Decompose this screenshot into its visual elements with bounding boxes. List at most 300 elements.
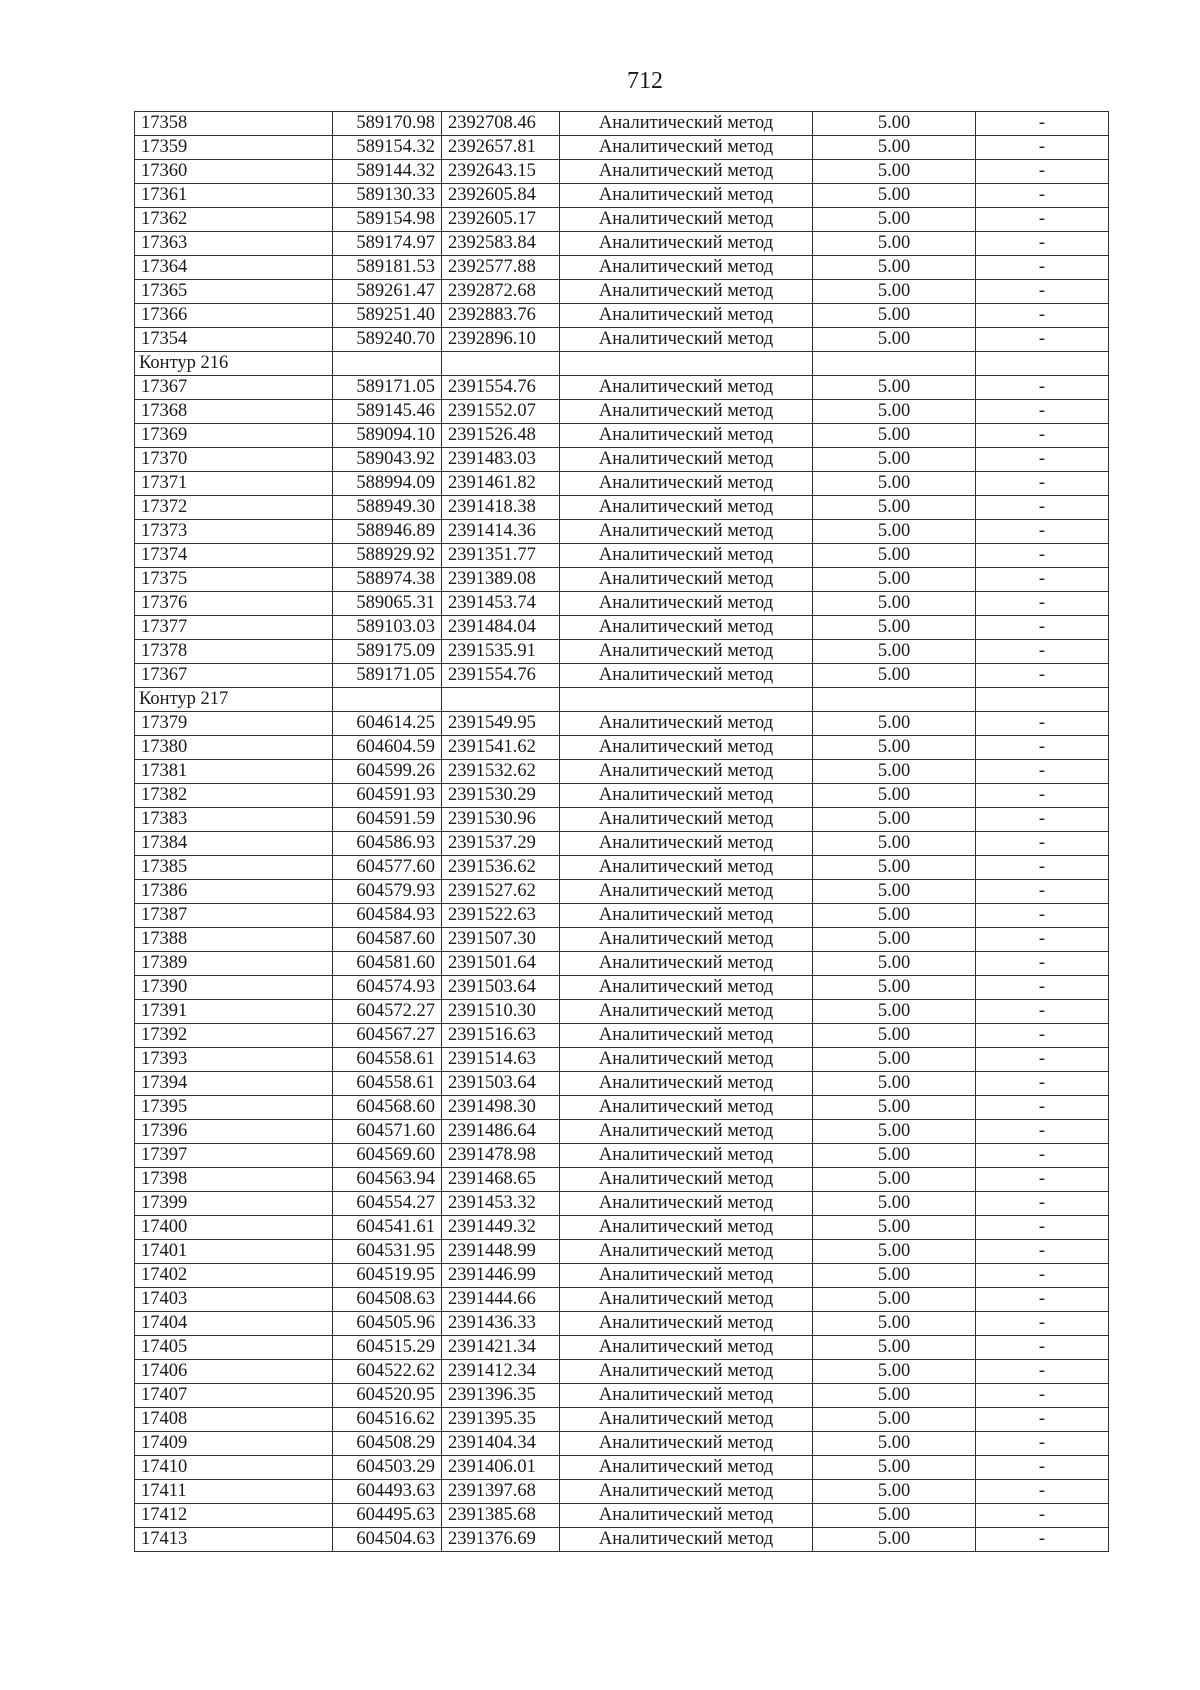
table-row	[135, 1072, 1109, 1096]
point-number-cell: 17400	[135, 1216, 333, 1240]
empty-cell	[442, 352, 560, 376]
x-coordinate-cell: 589094.10	[333, 424, 442, 448]
y-coordinate-cell: 2392577.88	[442, 256, 560, 280]
x-coordinate-cell: 604599.26	[333, 760, 442, 784]
table-row	[135, 112, 1109, 136]
point-number-cell: 17404	[135, 1312, 333, 1336]
precision-cell: 5.00	[813, 1168, 976, 1192]
dash-cell: -	[976, 1312, 1109, 1336]
dash-cell: -	[976, 328, 1109, 352]
method-cell: Аналитический метод	[560, 952, 813, 976]
y-coordinate-cell: 2391552.07	[442, 400, 560, 424]
point-number-cell: 17364	[135, 256, 333, 280]
method-cell: Аналитический метод	[560, 1144, 813, 1168]
method-cell: Аналитический метод	[560, 784, 813, 808]
y-coordinate-cell: 2391503.64	[442, 1072, 560, 1096]
precision-cell: 5.00	[813, 424, 976, 448]
method-cell: Аналитический метод	[560, 472, 813, 496]
dash-cell: -	[976, 856, 1109, 880]
dash-cell: -	[976, 760, 1109, 784]
point-number-cell: 17372	[135, 496, 333, 520]
y-coordinate-cell: 2391404.34	[442, 1432, 560, 1456]
y-coordinate-cell: 2391461.82	[442, 472, 560, 496]
x-coordinate-cell: 604572.27	[333, 1000, 442, 1024]
x-coordinate-cell: 589065.31	[333, 592, 442, 616]
dash-cell: -	[976, 1144, 1109, 1168]
table-row	[135, 1480, 1109, 1504]
dash-cell: -	[976, 1024, 1109, 1048]
y-coordinate-cell: 2391448.99	[442, 1240, 560, 1264]
table-row	[135, 280, 1109, 304]
table-row	[135, 232, 1109, 256]
empty-cell	[976, 688, 1109, 712]
point-number-cell: 17359	[135, 136, 333, 160]
precision-cell: 5.00	[813, 544, 976, 568]
y-coordinate-cell: 2391484.04	[442, 616, 560, 640]
x-coordinate-cell: 589251.40	[333, 304, 442, 328]
precision-cell: 5.00	[813, 1504, 976, 1528]
precision-cell: 5.00	[813, 304, 976, 328]
table-row	[135, 952, 1109, 976]
method-cell: Аналитический метод	[560, 832, 813, 856]
point-number-cell: 17374	[135, 544, 333, 568]
point-number-cell: 17376	[135, 592, 333, 616]
point-number-cell: 17380	[135, 736, 333, 760]
x-coordinate-cell: 604495.63	[333, 1504, 442, 1528]
method-cell: Аналитический метод	[560, 1192, 813, 1216]
x-coordinate-cell: 604614.25	[333, 712, 442, 736]
point-number-cell: 17407	[135, 1384, 333, 1408]
dash-cell: -	[976, 1360, 1109, 1384]
dash-cell: -	[976, 928, 1109, 952]
dash-cell: -	[976, 1288, 1109, 1312]
table-row	[135, 1504, 1109, 1528]
y-coordinate-cell: 2391449.32	[442, 1216, 560, 1240]
method-cell: Аналитический метод	[560, 904, 813, 928]
table-row	[135, 880, 1109, 904]
precision-cell: 5.00	[813, 376, 976, 400]
point-number-cell: 17387	[135, 904, 333, 928]
dash-cell: -	[976, 1336, 1109, 1360]
x-coordinate-cell: 604579.93	[333, 880, 442, 904]
dash-cell: -	[976, 496, 1109, 520]
point-number-cell: 17401	[135, 1240, 333, 1264]
table-row	[135, 544, 1109, 568]
table-row	[135, 1120, 1109, 1144]
table-row	[135, 1384, 1109, 1408]
point-number-cell: 17392	[135, 1024, 333, 1048]
point-number-cell: 17395	[135, 1096, 333, 1120]
empty-cell	[442, 688, 560, 712]
x-coordinate-cell: 604508.63	[333, 1288, 442, 1312]
method-cell: Аналитический метод	[560, 640, 813, 664]
precision-cell: 5.00	[813, 1096, 976, 1120]
table-row	[135, 1312, 1109, 1336]
y-coordinate-cell: 2392583.84	[442, 232, 560, 256]
point-number-cell: 17410	[135, 1456, 333, 1480]
point-number-cell: 17391	[135, 1000, 333, 1024]
x-coordinate-cell: 589181.53	[333, 256, 442, 280]
point-number-cell: 17358	[135, 112, 333, 136]
precision-cell: 5.00	[813, 1360, 976, 1384]
method-cell: Аналитический метод	[560, 160, 813, 184]
table-row	[135, 664, 1109, 688]
precision-cell: 5.00	[813, 808, 976, 832]
y-coordinate-cell: 2391453.74	[442, 592, 560, 616]
x-coordinate-cell: 589145.46	[333, 400, 442, 424]
method-cell: Аналитический метод	[560, 568, 813, 592]
precision-cell: 5.00	[813, 712, 976, 736]
empty-cell	[333, 352, 442, 376]
precision-cell: 5.00	[813, 880, 976, 904]
precision-cell: 5.00	[813, 400, 976, 424]
precision-cell: 5.00	[813, 112, 976, 136]
dash-cell: -	[976, 448, 1109, 472]
precision-cell: 5.00	[813, 280, 976, 304]
point-number-cell: 17361	[135, 184, 333, 208]
table-row	[135, 616, 1109, 640]
x-coordinate-cell: 604493.63	[333, 1480, 442, 1504]
point-number-cell: 17386	[135, 880, 333, 904]
x-coordinate-cell: 604505.96	[333, 1312, 442, 1336]
method-cell: Аналитический метод	[560, 544, 813, 568]
dash-cell: -	[976, 880, 1109, 904]
x-coordinate-cell: 604541.61	[333, 1216, 442, 1240]
precision-cell: 5.00	[813, 616, 976, 640]
precision-cell: 5.00	[813, 1192, 976, 1216]
dash-cell: -	[976, 1480, 1109, 1504]
method-cell: Аналитический метод	[560, 1288, 813, 1312]
precision-cell: 5.00	[813, 664, 976, 688]
table-row	[135, 1000, 1109, 1024]
dash-cell: -	[976, 136, 1109, 160]
y-coordinate-cell: 2391396.35	[442, 1384, 560, 1408]
dash-cell: -	[976, 1168, 1109, 1192]
dash-cell: -	[976, 1408, 1109, 1432]
precision-cell: 5.00	[813, 184, 976, 208]
method-cell: Аналитический метод	[560, 448, 813, 472]
point-number-cell: 17390	[135, 976, 333, 1000]
method-cell: Аналитический метод	[560, 1168, 813, 1192]
x-coordinate-cell: 589171.05	[333, 376, 442, 400]
point-number-cell: 17409	[135, 1432, 333, 1456]
dash-cell: -	[976, 592, 1109, 616]
method-cell: Аналитический метод	[560, 208, 813, 232]
dash-cell: -	[976, 1048, 1109, 1072]
x-coordinate-cell: 604591.59	[333, 808, 442, 832]
x-coordinate-cell: 604567.27	[333, 1024, 442, 1048]
dash-cell: -	[976, 376, 1109, 400]
dash-cell: -	[976, 664, 1109, 688]
y-coordinate-cell: 2391412.34	[442, 1360, 560, 1384]
point-number-cell: 17383	[135, 808, 333, 832]
table-row	[135, 448, 1109, 472]
x-coordinate-cell: 604515.29	[333, 1336, 442, 1360]
method-cell: Аналитический метод	[560, 856, 813, 880]
x-coordinate-cell: 589154.32	[333, 136, 442, 160]
y-coordinate-cell: 2391395.35	[442, 1408, 560, 1432]
contour-label: Контур 216	[135, 352, 333, 376]
dash-cell: -	[976, 1528, 1109, 1552]
precision-cell: 5.00	[813, 448, 976, 472]
y-coordinate-cell: 2391418.38	[442, 496, 560, 520]
method-cell: Аналитический метод	[560, 880, 813, 904]
point-number-cell: 17399	[135, 1192, 333, 1216]
precision-cell: 5.00	[813, 640, 976, 664]
x-coordinate-cell: 589043.92	[333, 448, 442, 472]
x-coordinate-cell: 589240.70	[333, 328, 442, 352]
point-number-cell: 17408	[135, 1408, 333, 1432]
x-coordinate-cell: 604519.95	[333, 1264, 442, 1288]
table-row	[135, 1432, 1109, 1456]
point-number-cell: 17384	[135, 832, 333, 856]
y-coordinate-cell: 2391478.98	[442, 1144, 560, 1168]
method-cell: Аналитический метод	[560, 1312, 813, 1336]
point-number-cell: 17388	[135, 928, 333, 952]
dash-cell: -	[976, 424, 1109, 448]
precision-cell: 5.00	[813, 1144, 976, 1168]
empty-cell	[560, 688, 813, 712]
method-cell: Аналитический метод	[560, 1384, 813, 1408]
table-row	[135, 1216, 1109, 1240]
y-coordinate-cell: 2391530.29	[442, 784, 560, 808]
dash-cell: -	[976, 976, 1109, 1000]
point-number-cell: 17378	[135, 640, 333, 664]
table-row	[135, 1096, 1109, 1120]
table-row	[135, 496, 1109, 520]
point-number-cell: 17393	[135, 1048, 333, 1072]
point-number-cell: 17412	[135, 1504, 333, 1528]
method-cell: Аналитический метод	[560, 1480, 813, 1504]
dash-cell: -	[976, 544, 1109, 568]
x-coordinate-cell: 604558.61	[333, 1072, 442, 1096]
x-coordinate-cell: 604503.29	[333, 1456, 442, 1480]
method-cell: Аналитический метод	[560, 1336, 813, 1360]
precision-cell: 5.00	[813, 160, 976, 184]
point-number-cell: 17389	[135, 952, 333, 976]
x-coordinate-cell: 588949.30	[333, 496, 442, 520]
table-row	[135, 376, 1109, 400]
point-number-cell: 17396	[135, 1120, 333, 1144]
x-coordinate-cell: 604531.95	[333, 1240, 442, 1264]
contour-label: Контур 217	[135, 688, 333, 712]
precision-cell: 5.00	[813, 1240, 976, 1264]
dash-cell: -	[976, 1120, 1109, 1144]
x-coordinate-cell: 588994.09	[333, 472, 442, 496]
method-cell: Аналитический метод	[560, 1216, 813, 1240]
point-number-cell: 17367	[135, 376, 333, 400]
point-number-cell: 17377	[135, 616, 333, 640]
empty-cell	[976, 352, 1109, 376]
x-coordinate-cell: 604508.29	[333, 1432, 442, 1456]
table-row	[135, 592, 1109, 616]
method-cell: Аналитический метод	[560, 400, 813, 424]
y-coordinate-cell: 2391532.62	[442, 760, 560, 784]
table-row	[135, 1240, 1109, 1264]
x-coordinate-cell: 604520.95	[333, 1384, 442, 1408]
y-coordinate-cell: 2391510.30	[442, 1000, 560, 1024]
precision-cell: 5.00	[813, 1072, 976, 1096]
x-coordinate-cell: 588946.89	[333, 520, 442, 544]
x-coordinate-cell: 588974.38	[333, 568, 442, 592]
x-coordinate-cell: 604563.94	[333, 1168, 442, 1192]
precision-cell: 5.00	[813, 328, 976, 352]
point-number-cell: 17385	[135, 856, 333, 880]
method-cell: Аналитический метод	[560, 1432, 813, 1456]
precision-cell: 5.00	[813, 1384, 976, 1408]
point-number-cell: 17394	[135, 1072, 333, 1096]
y-coordinate-cell: 2391507.30	[442, 928, 560, 952]
table-row	[135, 928, 1109, 952]
point-number-cell: 17354	[135, 328, 333, 352]
y-coordinate-cell: 2391549.95	[442, 712, 560, 736]
x-coordinate-cell: 604568.60	[333, 1096, 442, 1120]
method-cell: Аналитический метод	[560, 280, 813, 304]
dash-cell: -	[976, 1216, 1109, 1240]
table-row	[135, 1288, 1109, 1312]
dash-cell: -	[976, 472, 1109, 496]
dash-cell: -	[976, 1264, 1109, 1288]
table-row	[135, 1144, 1109, 1168]
table-row	[135, 1168, 1109, 1192]
precision-cell: 5.00	[813, 904, 976, 928]
precision-cell: 5.00	[813, 736, 976, 760]
method-cell: Аналитический метод	[560, 592, 813, 616]
precision-cell: 5.00	[813, 1288, 976, 1312]
method-cell: Аналитический метод	[560, 1000, 813, 1024]
point-number-cell: 17375	[135, 568, 333, 592]
x-coordinate-cell: 589170.98	[333, 112, 442, 136]
table-row	[135, 1024, 1109, 1048]
dash-cell: -	[976, 904, 1109, 928]
table-row	[135, 304, 1109, 328]
dash-cell: -	[976, 1096, 1109, 1120]
dash-cell: -	[976, 184, 1109, 208]
x-coordinate-cell: 604569.60	[333, 1144, 442, 1168]
precision-cell: 5.00	[813, 1456, 976, 1480]
point-number-cell: 17370	[135, 448, 333, 472]
y-coordinate-cell: 2391527.62	[442, 880, 560, 904]
empty-cell	[813, 352, 976, 376]
table-row	[135, 256, 1109, 280]
precision-cell: 5.00	[813, 208, 976, 232]
y-coordinate-cell: 2392605.17	[442, 208, 560, 232]
method-cell: Аналитический метод	[560, 112, 813, 136]
y-coordinate-cell: 2391554.76	[442, 664, 560, 688]
y-coordinate-cell: 2391376.69	[442, 1528, 560, 1552]
dash-cell: -	[976, 256, 1109, 280]
table-row	[135, 184, 1109, 208]
method-cell: Аналитический метод	[560, 1264, 813, 1288]
x-coordinate-cell: 589175.09	[333, 640, 442, 664]
empty-cell	[813, 688, 976, 712]
y-coordinate-cell: 2391483.03	[442, 448, 560, 472]
y-coordinate-cell: 2391541.62	[442, 736, 560, 760]
dash-cell: -	[976, 1432, 1109, 1456]
method-cell: Аналитический метод	[560, 736, 813, 760]
dash-cell: -	[976, 1456, 1109, 1480]
precision-cell: 5.00	[813, 784, 976, 808]
method-cell: Аналитический метод	[560, 1528, 813, 1552]
method-cell: Аналитический метод	[560, 808, 813, 832]
point-number-cell: 17365	[135, 280, 333, 304]
x-coordinate-cell: 589261.47	[333, 280, 442, 304]
method-cell: Аналитический метод	[560, 136, 813, 160]
precision-cell: 5.00	[813, 1480, 976, 1504]
method-cell: Аналитический метод	[560, 928, 813, 952]
point-number-cell: 17363	[135, 232, 333, 256]
point-number-cell: 17366	[135, 304, 333, 328]
method-cell: Аналитический метод	[560, 1048, 813, 1072]
y-coordinate-cell: 2391385.68	[442, 1504, 560, 1528]
method-cell: Аналитический метод	[560, 760, 813, 784]
precision-cell: 5.00	[813, 592, 976, 616]
point-number-cell: 17398	[135, 1168, 333, 1192]
x-coordinate-cell: 604586.93	[333, 832, 442, 856]
method-cell: Аналитический метод	[560, 1408, 813, 1432]
table-row	[135, 784, 1109, 808]
precision-cell: 5.00	[813, 568, 976, 592]
precision-cell: 5.00	[813, 856, 976, 880]
method-cell: Аналитический метод	[560, 376, 813, 400]
point-number-cell: 17381	[135, 760, 333, 784]
y-coordinate-cell: 2391389.08	[442, 568, 560, 592]
method-cell: Аналитический метод	[560, 232, 813, 256]
table-row	[135, 1048, 1109, 1072]
point-number-cell: 17368	[135, 400, 333, 424]
table-row	[135, 640, 1109, 664]
x-coordinate-cell: 589171.05	[333, 664, 442, 688]
table-row	[135, 712, 1109, 736]
point-number-cell: 17406	[135, 1360, 333, 1384]
x-coordinate-cell: 589174.97	[333, 232, 442, 256]
method-cell: Аналитический метод	[560, 1120, 813, 1144]
table-row	[135, 1264, 1109, 1288]
point-number-cell: 17403	[135, 1288, 333, 1312]
method-cell: Аналитический метод	[560, 1096, 813, 1120]
point-number-cell: 17402	[135, 1264, 333, 1288]
y-coordinate-cell: 2391537.29	[442, 832, 560, 856]
x-coordinate-cell: 604516.62	[333, 1408, 442, 1432]
method-cell: Аналитический метод	[560, 712, 813, 736]
empty-cell	[560, 352, 813, 376]
precision-cell: 5.00	[813, 976, 976, 1000]
dash-cell: -	[976, 832, 1109, 856]
y-coordinate-cell: 2392883.76	[442, 304, 560, 328]
method-cell: Аналитический метод	[560, 496, 813, 520]
y-coordinate-cell: 2391498.30	[442, 1096, 560, 1120]
table-row	[135, 1528, 1109, 1552]
x-coordinate-cell: 604604.59	[333, 736, 442, 760]
precision-cell: 5.00	[813, 1312, 976, 1336]
table-row	[135, 904, 1109, 928]
method-cell: Аналитический метод	[560, 424, 813, 448]
table-row	[135, 424, 1109, 448]
precision-cell: 5.00	[813, 1408, 976, 1432]
precision-cell: 5.00	[813, 1528, 976, 1552]
y-coordinate-cell: 2391514.63	[442, 1048, 560, 1072]
method-cell: Аналитический метод	[560, 664, 813, 688]
y-coordinate-cell: 2392605.84	[442, 184, 560, 208]
table-row	[135, 328, 1109, 352]
x-coordinate-cell: 589154.98	[333, 208, 442, 232]
y-coordinate-cell: 2391351.77	[442, 544, 560, 568]
dash-cell: -	[976, 280, 1109, 304]
method-cell: Аналитический метод	[560, 976, 813, 1000]
page-number: 712	[627, 68, 663, 94]
point-number-cell: 17371	[135, 472, 333, 496]
point-number-cell: 17360	[135, 160, 333, 184]
